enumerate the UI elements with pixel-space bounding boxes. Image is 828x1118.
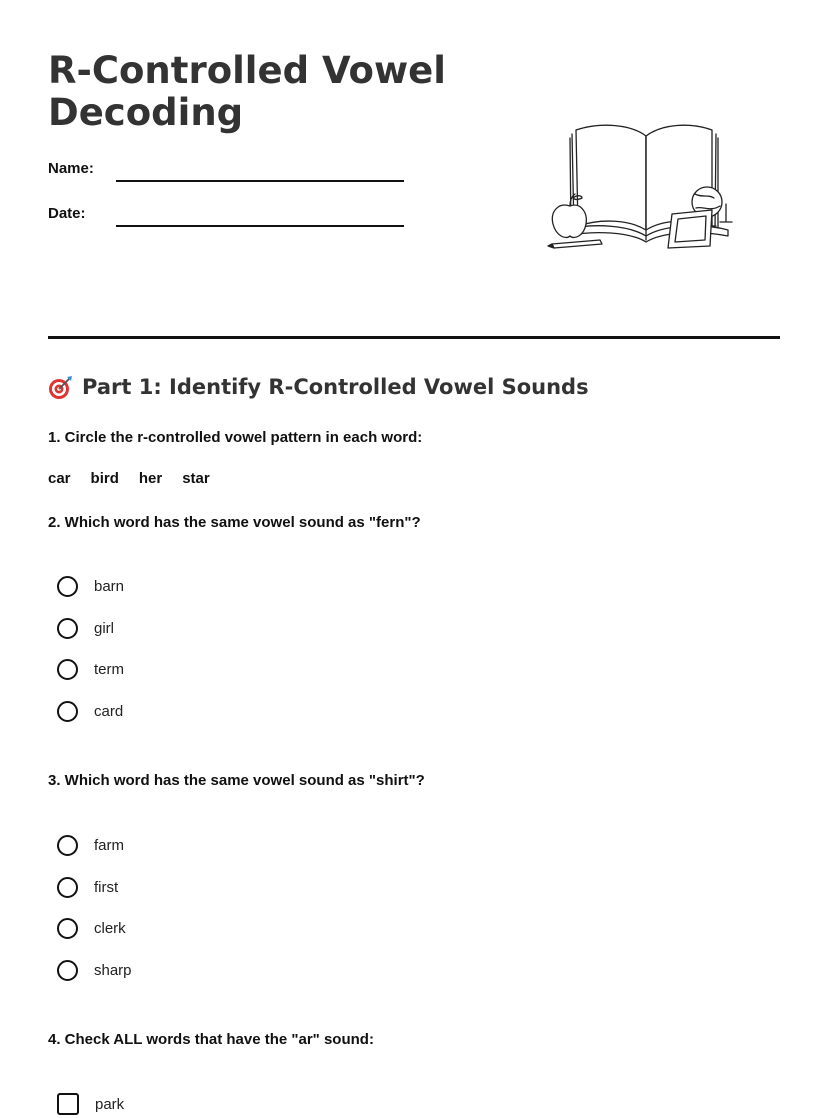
q1-word[interactable]: car xyxy=(48,470,71,487)
option-label: card xyxy=(94,703,124,720)
q3-option[interactable] xyxy=(57,835,124,856)
section-divider xyxy=(48,336,780,339)
name-label: Name: xyxy=(48,160,94,177)
option-label: clerk xyxy=(94,920,126,937)
radio-button[interactable] xyxy=(57,918,78,939)
q1-word[interactable]: bird xyxy=(90,470,119,487)
option-label: term xyxy=(94,661,124,678)
q2-option[interactable] xyxy=(57,576,124,597)
question-3: 3. Which word has the same vowel sound as "shirt"? xyxy=(48,772,425,789)
question-4: 4. Check ALL words that have the "ar" sound: xyxy=(48,1031,374,1048)
checkbox[interactable] xyxy=(57,1093,79,1115)
radio-button[interactable] xyxy=(57,576,78,597)
radio-button[interactable] xyxy=(57,659,78,680)
q1-word-list xyxy=(48,470,210,487)
book-illustration xyxy=(540,118,750,258)
radio-button[interactable] xyxy=(57,701,78,722)
question-1: 1. Circle the r-controlled vowel pattern in each word: xyxy=(48,429,423,446)
name-field[interactable] xyxy=(116,180,404,182)
q3-option[interactable] xyxy=(57,877,118,898)
target-dart-icon xyxy=(48,374,74,400)
q1-word[interactable]: her xyxy=(138,470,163,487)
option-label: park xyxy=(95,1095,125,1113)
part1-title xyxy=(48,374,589,400)
worksheet-title: R-Controlled Vowel Decoding xyxy=(48,49,446,134)
q2-option[interactable] xyxy=(57,618,114,639)
q3-option[interactable] xyxy=(57,918,126,939)
radio-button[interactable] xyxy=(57,835,78,856)
option-label: sharp xyxy=(94,962,132,979)
radio-button[interactable] xyxy=(57,618,78,639)
q1-word[interactable]: star xyxy=(182,470,210,487)
option-label: girl xyxy=(94,620,115,637)
radio-button[interactable] xyxy=(57,877,78,898)
q4-option[interactable] xyxy=(57,1093,124,1115)
option-label: barn xyxy=(94,578,125,595)
option-label: farm xyxy=(94,837,124,854)
radio-button[interactable] xyxy=(57,960,78,981)
q3-option[interactable] xyxy=(57,960,132,981)
date-label: Date: xyxy=(48,205,86,222)
question-2: 2. Which word has the same vowel sound as "fern"? xyxy=(48,514,421,531)
q2-option[interactable] xyxy=(57,659,124,680)
part1-title-text: Part 1: Identify R-Controlled Vowel Sounds xyxy=(82,375,589,399)
q2-option[interactable] xyxy=(57,701,123,722)
date-field[interactable] xyxy=(116,225,404,227)
option-label: first xyxy=(94,879,119,896)
